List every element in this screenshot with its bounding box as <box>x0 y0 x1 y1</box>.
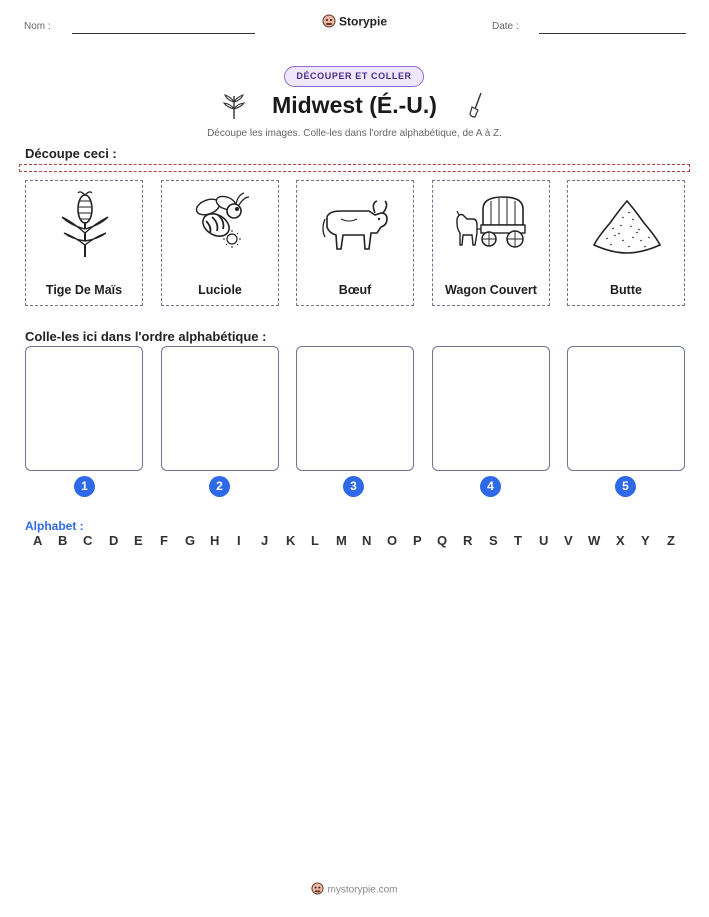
alphabet-row <box>25 533 685 551</box>
alphabet-letter: Z <box>667 533 675 548</box>
alphabet-letter: R <box>463 533 473 548</box>
cut-card-label: Tige De Maïs <box>45 283 123 297</box>
cut-card-ox[interactable] <box>296 180 414 306</box>
ox-icon <box>321 189 391 259</box>
paste-box-5[interactable] <box>567 346 685 471</box>
alphabet-letter: T <box>514 533 522 548</box>
page-title: Midwest (É.-U.) <box>272 92 437 118</box>
date-line[interactable] <box>539 33 686 34</box>
alphabet-letter: X <box>616 533 625 548</box>
name-label: Nom : <box>24 21 51 32</box>
alphabet-letter: W <box>588 533 601 548</box>
alphabet-letter: C <box>83 533 93 548</box>
firefly-icon <box>186 189 256 259</box>
alphabet-letter: Q <box>437 533 448 548</box>
cut-card-label: Butte <box>610 283 642 297</box>
covered-wagon-icon <box>453 189 529 259</box>
paste-section-label: Colle-les ici dans l'ordre alphabétique : <box>25 329 267 344</box>
brand <box>0 14 709 31</box>
alphabet-letter: J <box>261 533 269 548</box>
paste-box-3[interactable] <box>296 346 414 471</box>
slot-number-badge: 5 <box>615 476 636 497</box>
alphabet-letter: I <box>237 533 241 548</box>
alphabet-letter: F <box>160 533 168 548</box>
slot-number-badge: 3 <box>343 476 364 497</box>
date-label: Date : <box>492 21 519 32</box>
slot-number-badge: 4 <box>480 476 501 497</box>
paste-box-2[interactable] <box>161 346 279 471</box>
alphabet-letter: V <box>564 533 573 548</box>
alphabet-letter: S <box>489 533 498 548</box>
shovel-icon <box>466 91 486 124</box>
cut-card-label: Luciole <box>198 283 242 297</box>
storypie-logo-icon <box>311 882 324 898</box>
alphabet-letter: L <box>311 533 319 548</box>
alphabet-letter: Y <box>641 533 650 548</box>
alphabet-letter: H <box>210 533 220 548</box>
paste-box-1[interactable] <box>25 346 143 471</box>
cut-card-firefly[interactable] <box>161 180 279 306</box>
storypie-logo-icon <box>322 14 336 31</box>
alphabet-letter: O <box>387 533 398 548</box>
alphabet-letter: A <box>33 533 43 548</box>
footer <box>0 882 709 898</box>
alphabet-label: Alphabet : <box>25 519 84 533</box>
paste-box-4[interactable] <box>432 346 550 471</box>
footer-site[interactable]: mystorypie.com <box>327 884 398 896</box>
name-line[interactable] <box>72 33 255 34</box>
cut-card-mound[interactable] <box>567 180 685 306</box>
alphabet-letter: E <box>134 533 143 548</box>
instructions: Découpe les images. Colle-les dans l'ordre alphabétique, de A à Z. <box>207 128 502 139</box>
alphabet-letter: D <box>109 533 119 548</box>
alphabet-letter: K <box>286 533 296 548</box>
cut-section-label: Découpe ceci : <box>25 146 117 161</box>
brand-name: Storypie <box>338 14 387 29</box>
alphabet-letter: N <box>362 533 372 548</box>
activity-tag: DÉCOUPER ET COLLER <box>284 66 424 87</box>
slot-number-badge: 1 <box>74 476 95 497</box>
cut-card-covered-wagon[interactable] <box>432 180 550 306</box>
cut-card-label: Bœuf <box>338 283 372 297</box>
mound-icon <box>592 189 662 259</box>
slot-number-badge: 2 <box>209 476 230 497</box>
cut-line <box>19 164 690 172</box>
alphabet-letter: B <box>58 533 68 548</box>
cut-card-corn-stalk[interactable] <box>25 180 143 306</box>
alphabet-letter: U <box>539 533 549 548</box>
alphabet-letter: M <box>336 533 347 548</box>
cut-card-label: Wagon Couvert <box>445 283 537 297</box>
corn-stalk-icon <box>50 189 120 259</box>
alphabet-letter: G <box>185 533 196 548</box>
alphabet-letter: P <box>413 533 422 548</box>
